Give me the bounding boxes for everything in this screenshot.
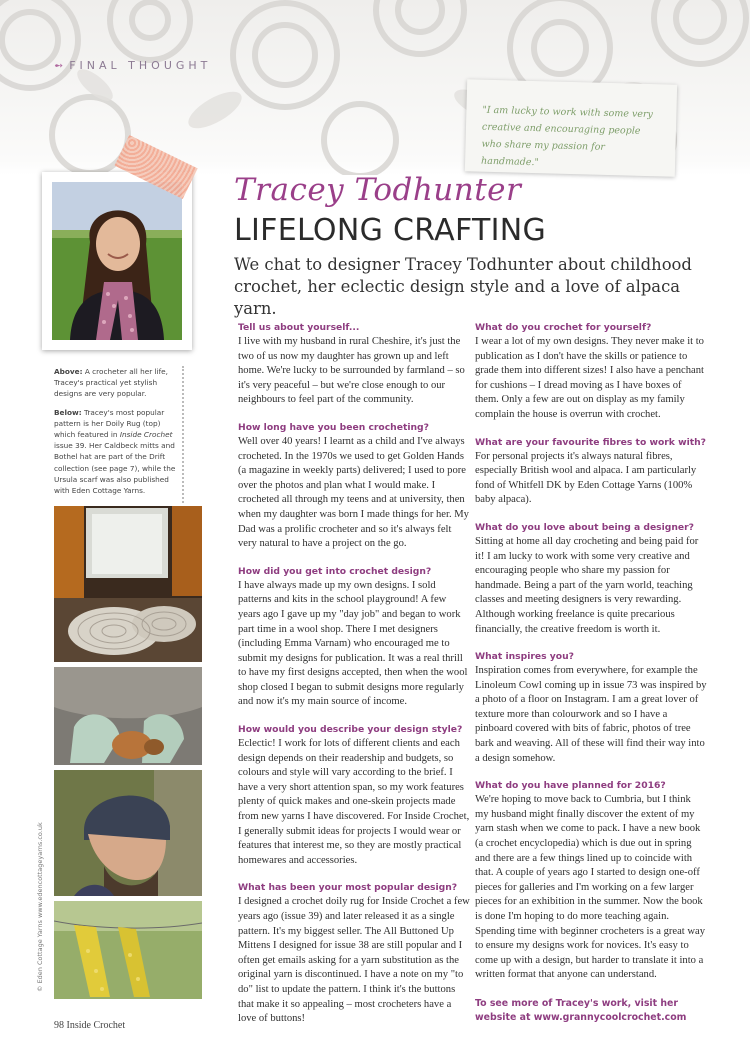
qa-block [238,422,470,552]
question: Tell us about yourself... [238,322,360,333]
qa-block [238,566,470,710]
question: What do you have planned for 2016? [475,780,666,792]
answer: I live with my husband in rural Cheshire, it's just the two of us now my daughter has grown up and left home. We're lucky to be surrounded by farmland – so it's very peaceful – but we're close enough to our neighbours to feel part of the community. [238,336,465,406]
interview-column-left [238,322,470,1041]
qa-block [475,522,707,637]
question: How did you get into crochet design? [238,565,432,577]
photo-captions [54,366,184,503]
qa-block [475,322,707,423]
question: What are your favourite fibres to work with? [475,436,706,448]
answer: I designed a crochet doily rug for Inside Crochet a few years ago (issue 39) and later released it as a single pattern. It's my biggest seller. The All Buttoned Up Mittens I designed for issue 38 are still popular and I often get emails asking for a yarn substitution as the original yarn is discontinued. I have a note on my "to do" list to update the pattern. I think it's the buttons that make it so appealing – most crocheters have a love of buttons! [238,896,470,1025]
interviewee-name: Tracey Todhunter [234,172,522,208]
question: How would you describe your design style? [238,724,463,736]
page-folio: 98 Inside Crochet [54,1020,126,1031]
answer: Well over 40 years! I learnt as a child and I've always crocheted. In the 1970s we used to get Golden Hands (a magazine in weekly parts) delivered; I used to pore over the photos and plan what I would make. I crocheted all through my teens and at university, then when my daughter was born I made things for her. My Dad was a prolific crocheter and so it's always felt very natural to have a project on the go. [238,435,469,550]
arrow-icon: ➻ [54,59,64,72]
website-link[interactable]: To see more of Tracey's work, visit her website at www.grannycoolcrochet.com [475,997,687,1023]
question: What has been your most popular design? [238,882,458,894]
answer: We're hoping to move back to Cumbria, but I think my husband might finally discover the extent of my yarn stash when we come to pack. I have a new book (a crochet encyclopedia) which is due out in spring and there are a few things lined up to coincide with that. A couple of years ago I started to design one-off pieces for galleries and I'm working on a few larger pieces for an exhibition in the summer. Now the book is done I'm hoping to do more teaching again. Spending time with beginner crocheters is a great way to ensure my designs work for novices. It's easy to come up with a design, but harder to translate it into a written format that anyone can understand. [475,794,706,981]
section-label: ➻ FINAL THOUGHT [54,59,212,72]
question: What inspires you? [475,651,574,663]
pull-quote: "I am lucky to work with some very creative and encouraging people who share my passion for handmade." [480,104,653,169]
answer: I wear a lot of my own designs. They never make it to publication as I don't have the skills or patience to grade them into different sizes! I also have a penchant for cushions – I dread moving as I have boxes of them. Only a few are out on display as my family complain the house is overrun with crochet. [475,336,704,420]
mitts-photo [54,667,202,765]
question: What do you love about being a designer? [475,521,694,533]
pull-quote-card [465,79,677,176]
photo-credit: © Eden Cottage Yarns www.edencottageyarns.co.uk [36,822,44,992]
answer: I have always made up my own designs. I sold patterns and kits in the school playground! A few years ago I gave up my "day job" and began to work part time in a wool shop. There I met designers (including Emma Varnam) who encouraged me to submit my designs for publication. It was a real thrill to have my first designs accepted, then when the wool shop closed I began to submit designs more regularly and now it's my main source of income. [238,579,468,708]
article-title: LIFELONG CRAFTING [234,213,547,248]
qa-block [475,780,707,983]
doily-rug-photo [54,506,202,662]
scarf-photo [54,901,202,999]
answer: For personal projects it's always natural fibres, especially British wool and alpaca. I am particularly fond of Whitfell DK by Eden Cottage Yarns (100% baby alpaca). [475,450,697,506]
portrait-photo-frame [42,172,192,350]
portrait-photo [52,182,182,340]
qa-block [238,322,470,408]
qa-block [475,437,707,508]
question: How long have you been crocheting? [238,421,429,433]
caption-below: Below: Tracey's most popular pattern is her Doily Rug (top) which featured in Inside Crochet issue 39. Her Caldbeck mitts and Bothel hat are part of the Drift collection (see page 7), while the Ursula scarf was also published with Eden Cottage Yarns. [54,407,176,496]
answer: Sitting at home all day crocheting and being paid for it! I am lucky to work with some very creative and encouraging people who share my passion for handmade. Being a part of the yarn world, teaching classes and meeting designers is very rewarding. Although working freelance is quite precarious financially, the creative freedom is worth it. [475,535,699,635]
standfirst: We chat to designer Tracey Todhunter about childhood crochet, her eclectic design style and a love of alpaca yarn. [234,255,692,318]
question: What do you crochet for yourself? [475,322,652,333]
answer: Inspiration comes from everywhere, for example the Linoleum Cowl coming up in issue 73 was inspired by a photo of a floor on Instagram. I am a great lover of texture more than colourwork and so I have a pinboard covered with bits of fabric, photos of tree bark and weaving. All of these will find their way into a design somehow. [475,665,707,764]
qa-block [238,882,470,1026]
interview-column-right [475,322,707,1025]
hat-photo [54,770,202,896]
qa-block [238,724,470,868]
answer: Eclectic! I work for lots of different clients and each design depends on their readership and budgets, so colours and style will vary according to the brief. I have a very short attention span, so my work features plenty of quick makes and one-skein projects made from new yarns I have discovered. For Inside Crochet, I generally submit ideas for projects I would wear or features that interest me, so they are mostly practical homewares and accessories. [238,738,470,866]
qa-block [475,651,707,766]
caption-above: Above: A crocheter all her life, Tracey's practical yet stylish designs are very popular. [54,367,168,399]
